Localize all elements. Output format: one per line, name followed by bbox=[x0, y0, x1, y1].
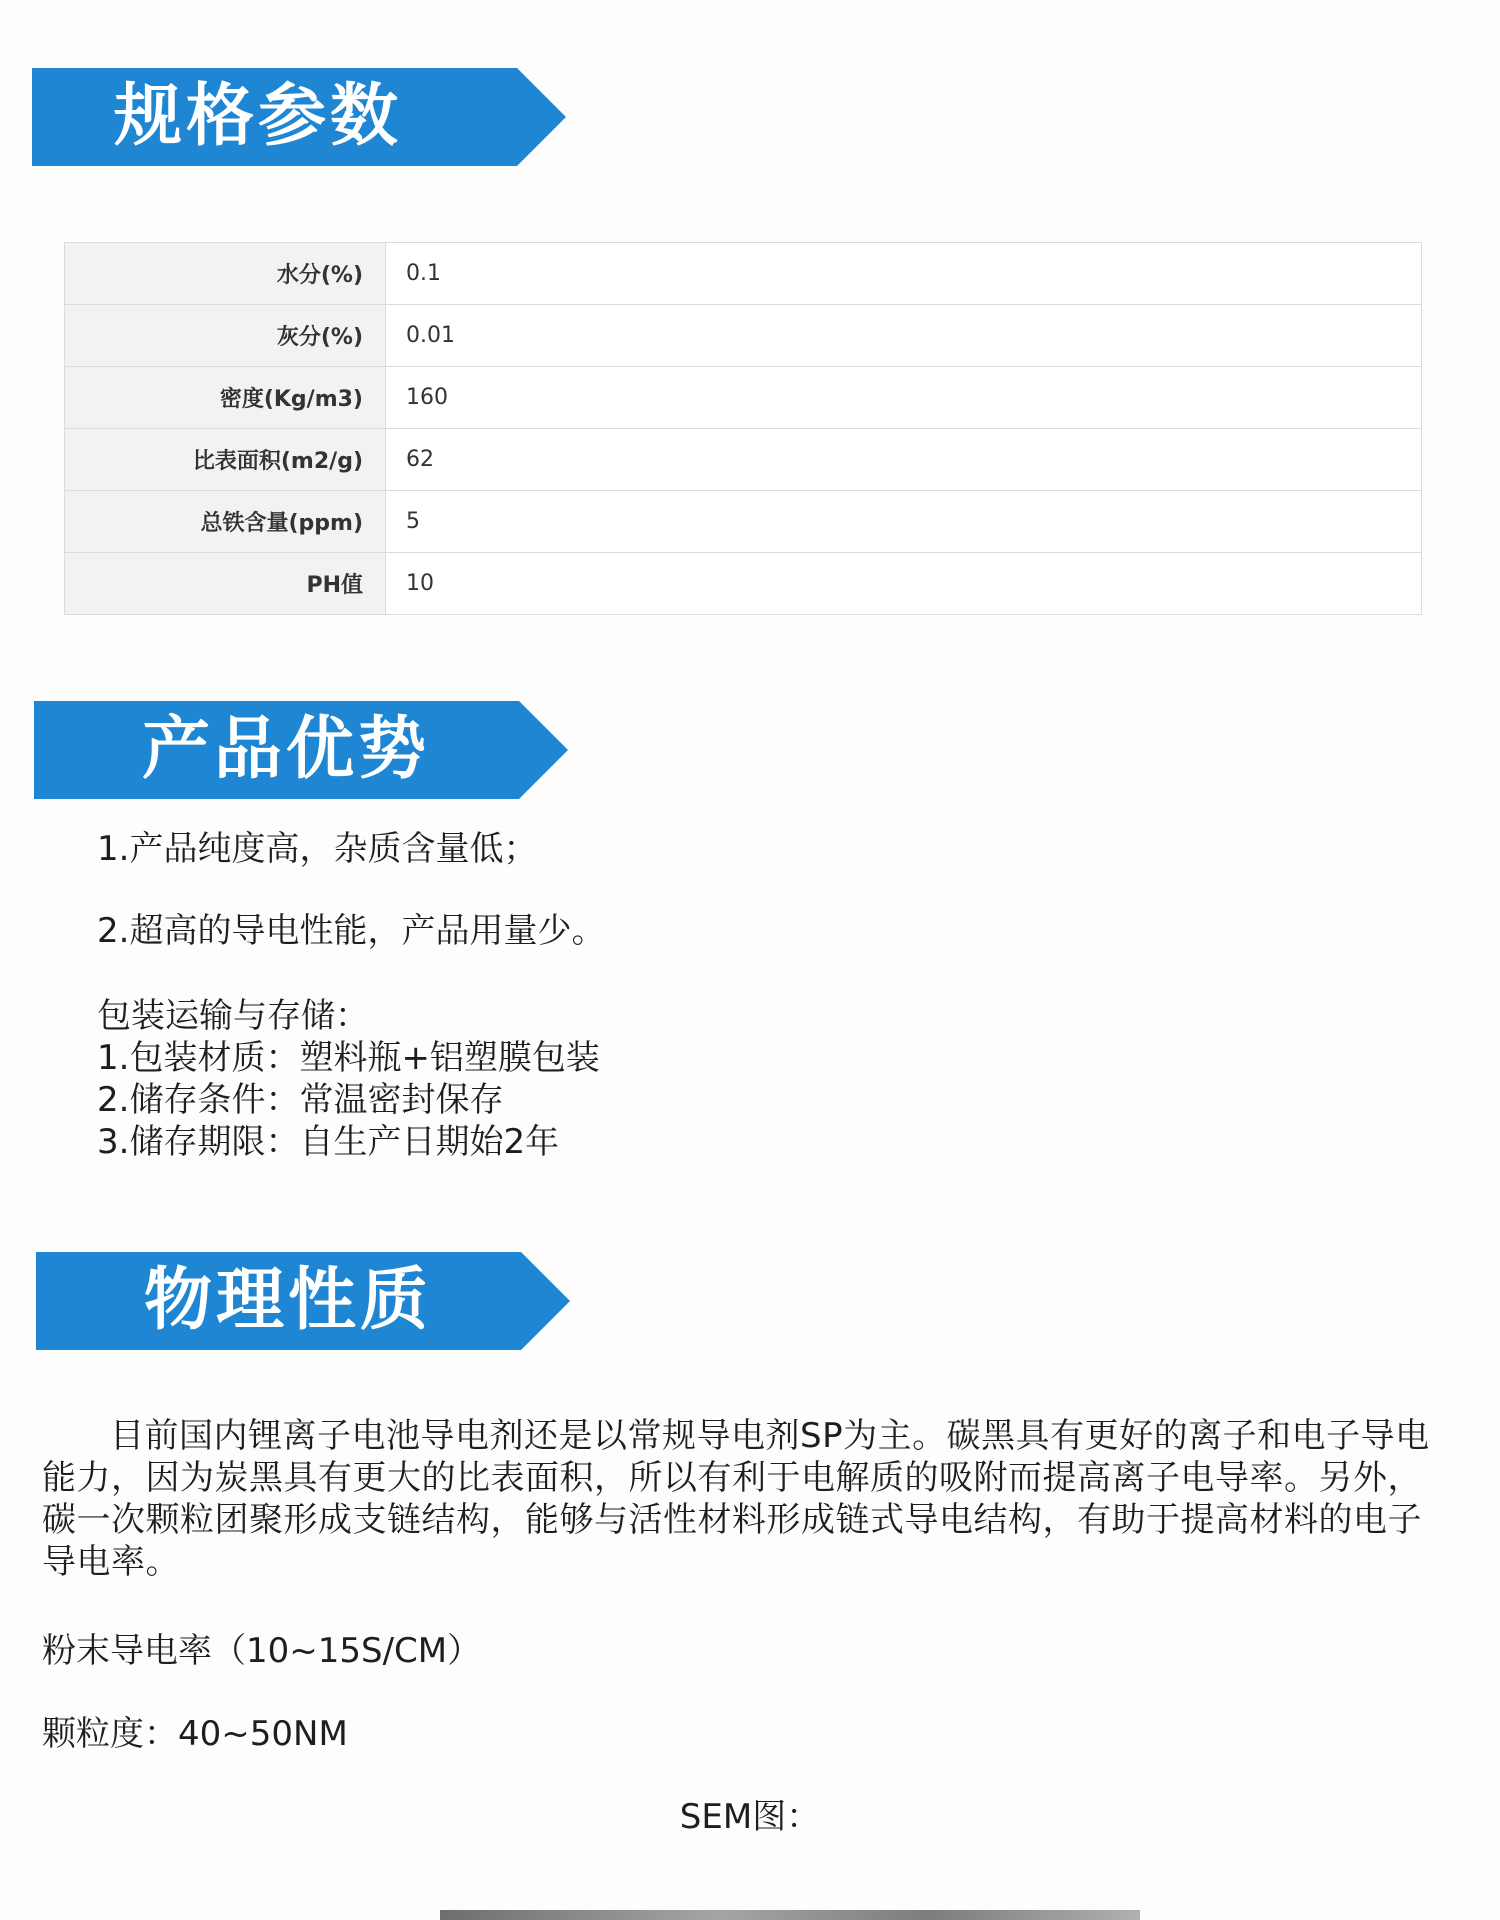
spec-label: PH值 bbox=[65, 553, 386, 615]
spec-value: 160 bbox=[386, 367, 1422, 429]
spec-label: 总铁含量(ppm) bbox=[65, 491, 386, 553]
spec-label: 密度(Kg/m3) bbox=[65, 367, 386, 429]
conductivity-text: 粉末导电率（10~15S/CM） bbox=[42, 1631, 482, 1671]
spec-value: 10 bbox=[386, 553, 1422, 615]
table-row bbox=[65, 553, 1422, 615]
sem-image bbox=[440, 1910, 1140, 1920]
table-row bbox=[65, 305, 1422, 367]
table-row bbox=[65, 429, 1422, 491]
list-item: 3.储存期限：自生产日期始2年 bbox=[97, 1122, 560, 1162]
physical-description: 目前国内锂离子电池导电剂还是以常规导电剂SP为主。碳黑具有更好的离子和电子导电能力，因为炭黑具有更大的比表面积，所以有利于电解质的吸附而提高离子电导率。另外，碳一次颗粒团聚形成支链结构，能够与活性材料形成链式导电结构，有助于提高材料的电子导电率。 bbox=[42, 1416, 1430, 1582]
table-row bbox=[65, 243, 1422, 305]
section-title-specs: 规格参数 bbox=[114, 77, 403, 156]
spec-value: 62 bbox=[386, 429, 1422, 491]
packaging-block bbox=[97, 995, 997, 1163]
spec-value: 0.1 bbox=[386, 243, 1422, 305]
spec-value: 0.01 bbox=[386, 305, 1422, 367]
list-item: 1.包装材质：塑料瓶+铝塑膜包装 bbox=[97, 1038, 600, 1078]
section-title-physical: 物理性质 bbox=[144, 1261, 433, 1340]
section-title-advantages: 产品优势 bbox=[142, 710, 431, 789]
spec-value: 5 bbox=[386, 491, 1422, 553]
table-row bbox=[65, 491, 1422, 553]
spec-label: 比表面积(m2/g) bbox=[65, 429, 386, 491]
spec-label: 水分(%) bbox=[65, 243, 386, 305]
advantages-list bbox=[97, 828, 997, 952]
table-row bbox=[65, 367, 1422, 429]
list-item: 2.储存条件：常温密封保存 bbox=[97, 1080, 504, 1120]
particle-size-text: 颗粒度：40~50NM bbox=[42, 1714, 348, 1754]
sem-label: SEM图： bbox=[679, 1797, 821, 1837]
list-item: 2.超高的导电性能，产品用量少。 bbox=[97, 911, 606, 951]
packaging-heading: 包装运输与存储： bbox=[97, 996, 369, 1036]
spec-table bbox=[64, 242, 1422, 615]
list-item: 1.产品纯度高，杂质含量低； bbox=[97, 829, 538, 869]
spec-label: 灰分(%) bbox=[65, 305, 386, 367]
